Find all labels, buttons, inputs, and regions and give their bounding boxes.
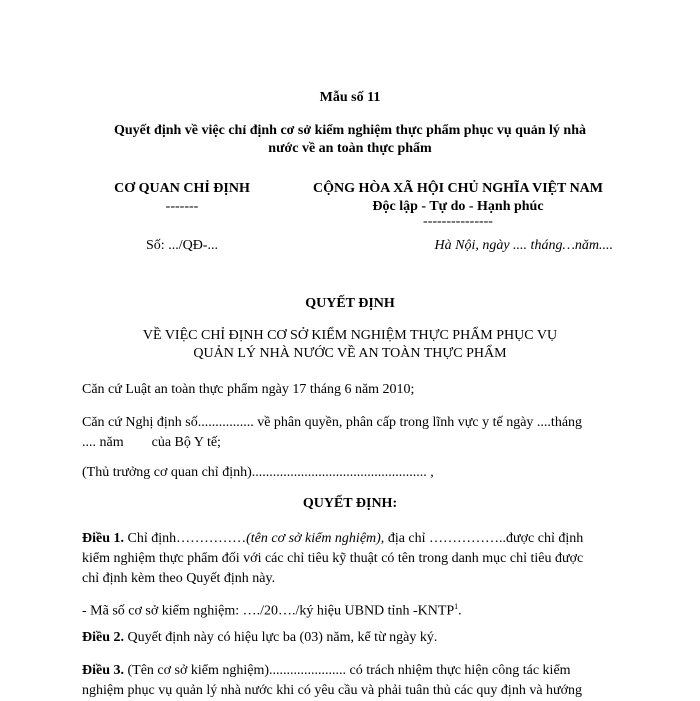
form-number: Mẫu số 11 — [319, 90, 381, 105]
article-3-label: Điều 3. — [82, 663, 124, 678]
legal-basis-2-line-2: .... năm của Bộ Y tế; — [82, 435, 221, 450]
article-1-italic: (tên cơ sở kiểm nghiệm), — [246, 531, 385, 546]
article-1-line-3: chỉ định kèm theo Quyết định này. — [82, 571, 276, 586]
article-2 — [82, 628, 618, 648]
national-motto: Độc lập - Tự do - Hạnh phúc — [372, 199, 544, 214]
legal-basis-2-line-1: Căn cứ Nghị định số................ về phân quyền, phân cấp trong lĩnh vực y tế ngày ....tháng — [82, 415, 583, 430]
motto-dashes: --------------- — [423, 214, 493, 229]
article-1-text-a: Chỉ định…………… — [124, 531, 247, 546]
article-1-line-1 — [82, 529, 618, 549]
subtitle-line-1: Quyết định về việc chỉ định cơ sở kiểm nghiệm thực phẩm phục vụ quản lý nhà — [113, 123, 586, 138]
decision-title: QUYẾT ĐỊNH — [305, 296, 395, 311]
article-1 — [82, 529, 618, 589]
issuing-agency: CƠ QUAN CHỈ ĐỊNH — [114, 181, 250, 196]
article-1-text-b: địa chỉ ……………..được chỉ định — [384, 531, 584, 546]
article-2-text: Quyết định này có hiệu lực ba (03) năm, kể từ ngày ký. — [124, 630, 438, 645]
agency-dashes: ------- — [165, 199, 199, 214]
lab-code-end: . — [458, 603, 462, 619]
lab-code-line — [82, 597, 618, 622]
legal-basis-2 — [82, 413, 618, 453]
decision-number: Số: .../QĐ-... — [146, 238, 218, 253]
decision-about-line-2: QUẢN LÝ NHÀ NƯỚC VỀ AN TOÀN THỰC PHẨM — [193, 346, 507, 361]
article-1-label: Điều 1. — [82, 531, 124, 546]
lab-code-text: - Mã số cơ sở kiểm nghiệm: …./20…./ký hiệu UBND tỉnh -KNTP — [82, 603, 455, 619]
place-date: Hà Nội, ngày .... tháng…năm.... — [434, 238, 613, 253]
lab-code-footnote: 1 — [454, 602, 459, 611]
article-1-line-2: kiểm nghiệm thực phẩm đối với các chỉ tiêu kỹ thuật có tên trong danh mục chỉ tiêu được — [82, 551, 584, 566]
article-3-line-1 — [82, 661, 618, 681]
legal-basis-1: Căn cứ Luật an toàn thực phẩm ngày 17 tháng 6 năm 2010; — [82, 382, 415, 397]
subtitle-line-2: nước về an toàn thực phẩm — [268, 141, 432, 156]
article-3-line-2: nghiệm phục vụ quản lý nhà nước khi có yêu cầu và phải tuân thủ các quy định và hướng — [82, 683, 583, 698]
decision-about-line-1: VỀ VIỆC CHỈ ĐỊNH CƠ SỞ KIỂM NGHIỆM THỰC PHẨM PHỤC VỤ — [142, 328, 558, 343]
article-3-text: (Tên cơ sở kiểm nghiệm)...................... có trách nhiệm thực hiện công tác kiểm — [124, 663, 571, 678]
republic-name: CỘNG HÒA XÃ HỘI CHỦ NGHĨA VIỆT NAM — [312, 181, 603, 196]
article-3 — [82, 661, 618, 701]
issuing-authority: (Thủ trưởng cơ quan chỉ định).................................................. , — [82, 465, 434, 480]
decision-heading: QUYẾT ĐỊNH: — [302, 496, 398, 511]
article-2-label: Điều 2. — [82, 630, 124, 645]
